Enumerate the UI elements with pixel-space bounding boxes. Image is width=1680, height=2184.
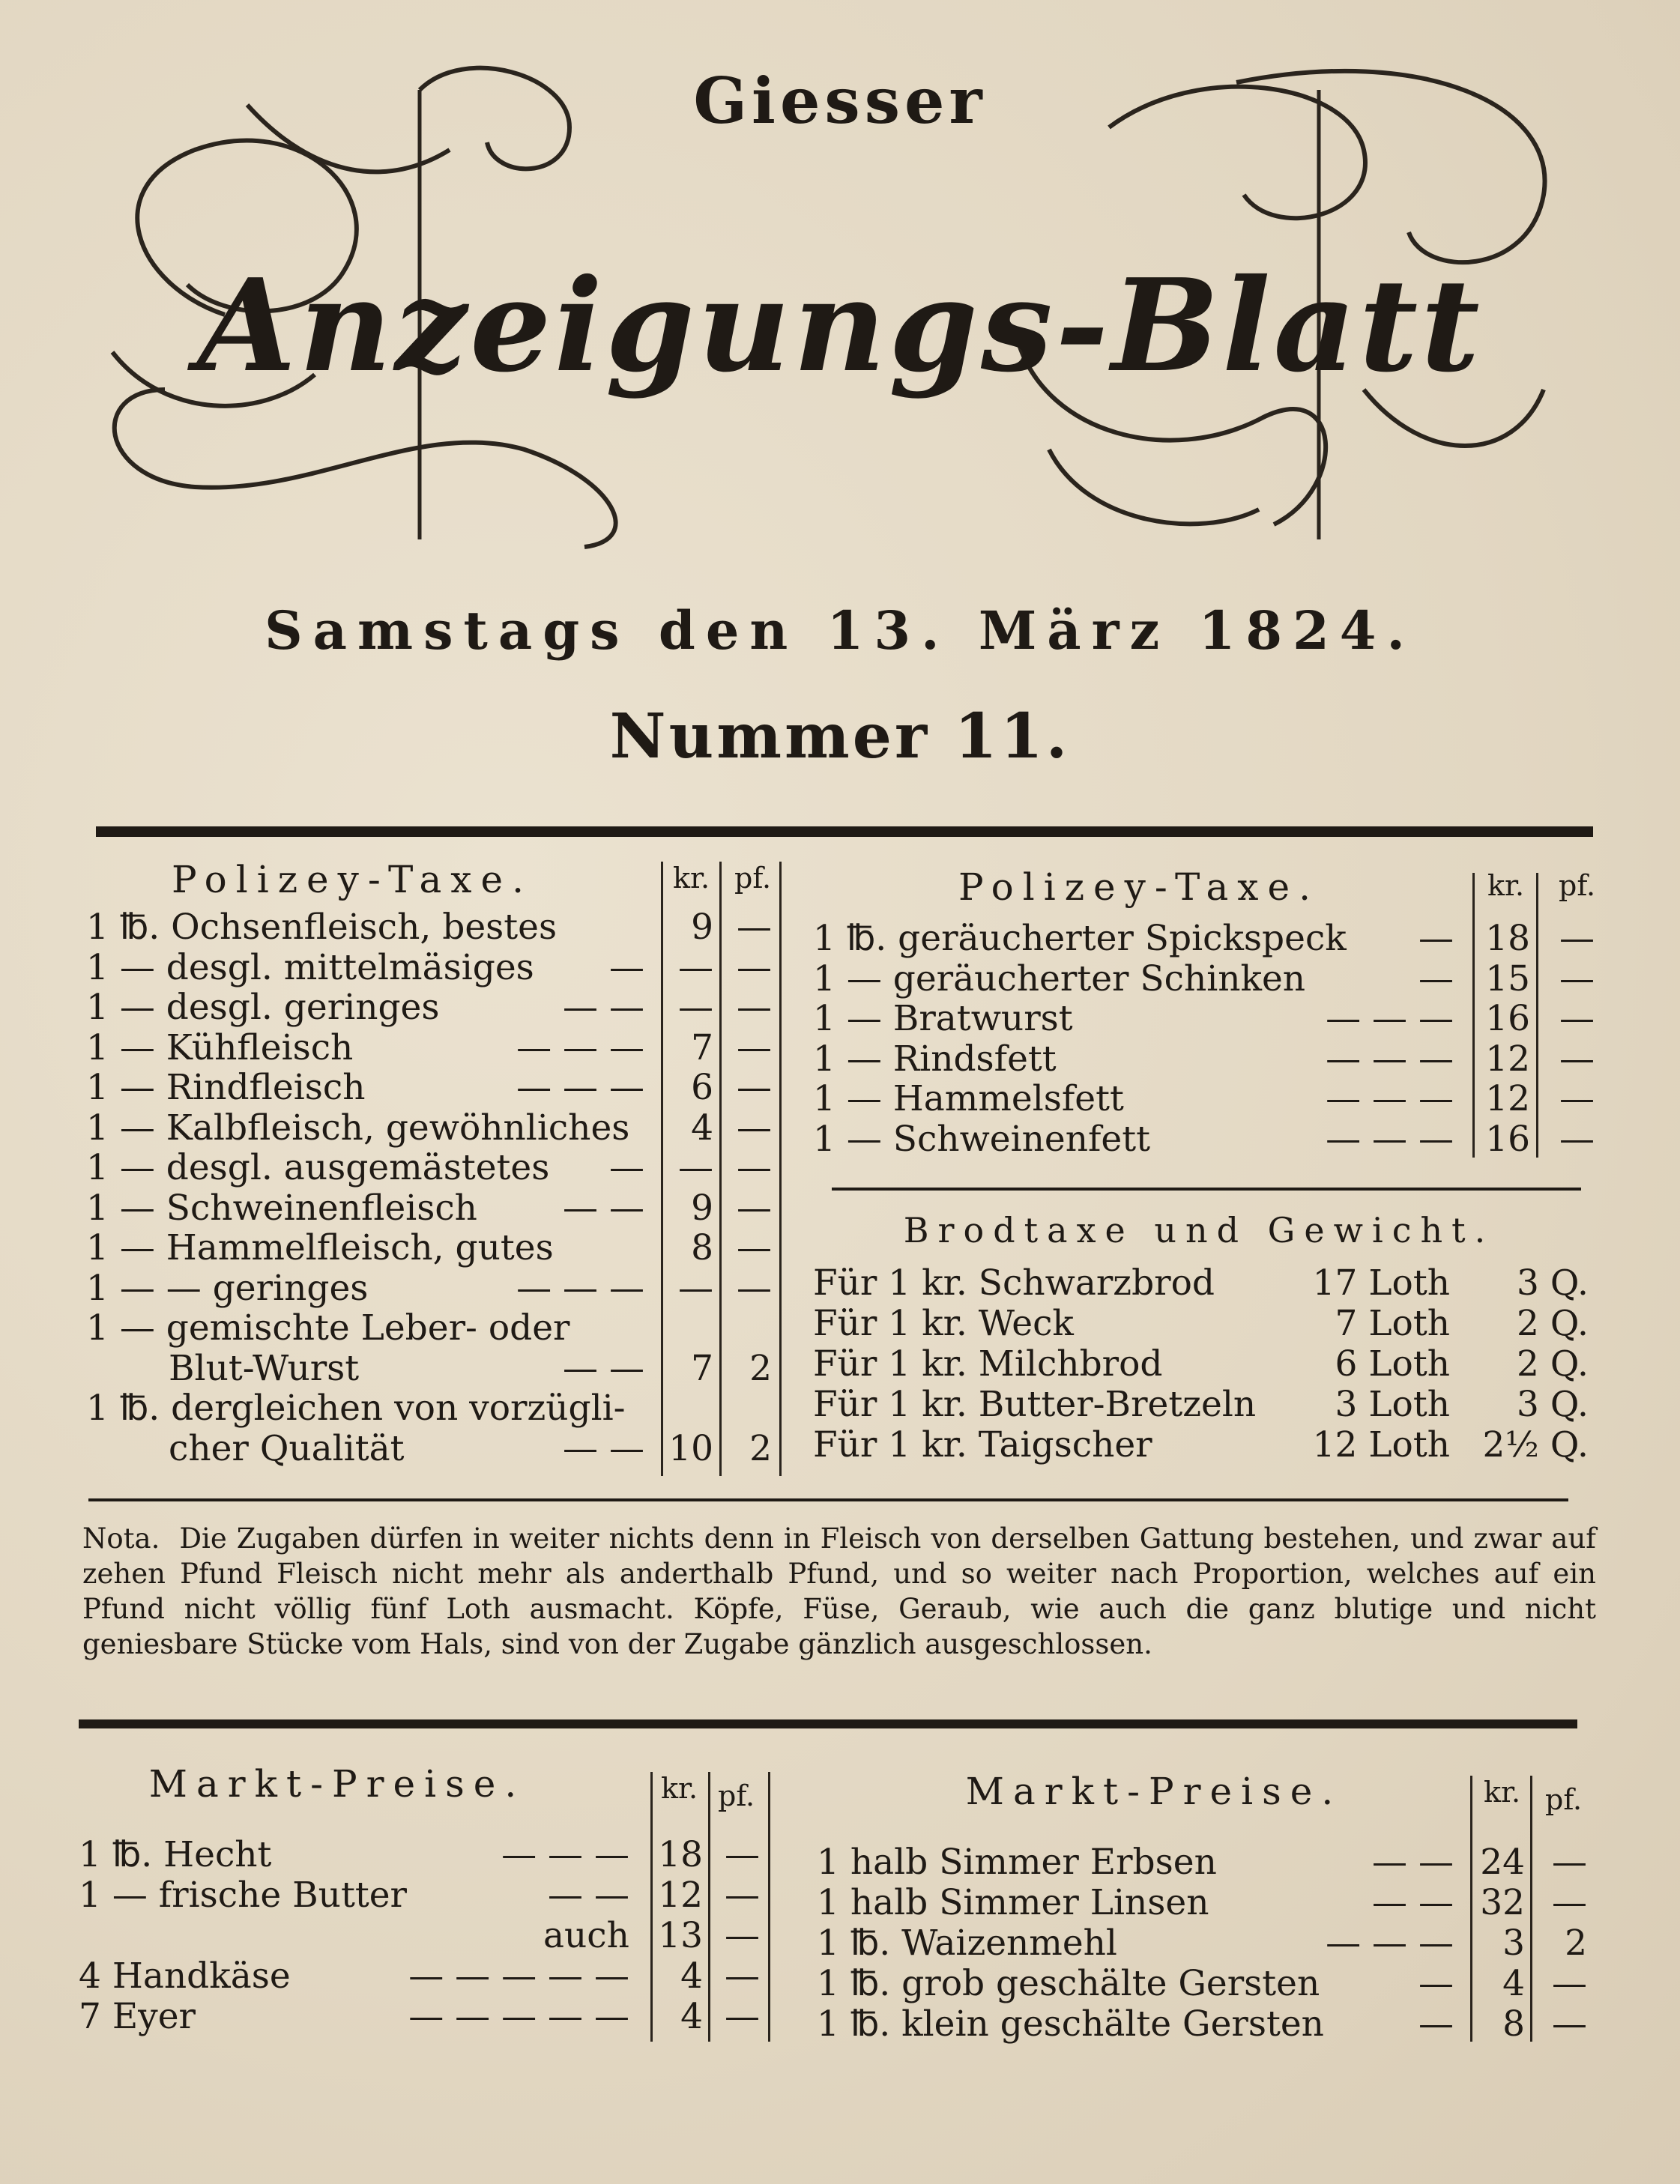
masthead-title-small: Giesser (693, 64, 987, 138)
bacon_tax-row-5-label: 1 — Schweinenfett (813, 1118, 1150, 1160)
meat_tax-row-8-pf: — (737, 1227, 772, 1268)
meat_tax-row-12-label: 1 ℔. dergleichen von vorzügli- (86, 1388, 626, 1429)
market-left-pf-header: pf. (718, 1779, 755, 1812)
bacon_tax-row-4-dash: — — — (1326, 1078, 1454, 1119)
meat_tax-row-3-kr: 7 (691, 1026, 713, 1068)
meat_tax-row-4-label: 1 — Rindfleisch (86, 1067, 366, 1108)
bacon_tax-row-0-kr: 18 (1485, 918, 1530, 959)
meat-tax-divider-1 (661, 862, 663, 1476)
bacon_tax-row-3-pf: — (1559, 1038, 1595, 1080)
market_left-row-4-kr: 4 (680, 1996, 703, 2037)
meat_tax-row-6-kr: — (678, 1147, 713, 1188)
market_right-row-4-kr: 8 (1502, 2003, 1525, 2045)
meat_tax-row-9-label: 1 — — geringes (86, 1267, 369, 1309)
meat_tax-row-11-kr: 7 (691, 1347, 713, 1389)
masthead (0, 0, 1680, 569)
bacon-tax-pf-header: pf. (1559, 869, 1596, 902)
bacon_tax-row-5-kr: 16 (1485, 1118, 1530, 1160)
bacon_tax-row-4-kr: 12 (1485, 1078, 1530, 1119)
market_left-row-1-label: 1 — frische Butter (79, 1875, 408, 1916)
market_right-row-1-pf: — (1552, 1882, 1587, 1923)
bread-tax-row-0-loth: 17 Loth (1312, 1262, 1450, 1304)
market_right-row-3-label: 1 ℔. grob geschälte Gersten (817, 1963, 1320, 2004)
meat_tax-row-7-label: 1 — Schweinenfleisch (86, 1187, 477, 1229)
market_right-row-0-pf: — (1552, 1842, 1587, 1883)
meat_tax-row-0-kr: 9 (691, 907, 713, 948)
meat_tax-row-8-kr: 8 (691, 1227, 713, 1268)
market-right-title: Markt-Preise. (965, 1770, 1343, 1813)
market_left-row-1-kr: 12 (658, 1875, 703, 1916)
bacon_tax-row-0-pf: — (1559, 918, 1595, 959)
meat_tax-row-11-pf: 2 (749, 1347, 772, 1389)
nota-label: Nota. (82, 1522, 160, 1555)
issue-date: Samstags den 13. März 1824. (265, 599, 1415, 662)
market_left-row-4-pf: — (725, 1996, 760, 2037)
bacon-tax-title: Polizey-Taxe. (958, 865, 1320, 909)
market_right-row-3-pf: — (1552, 1963, 1587, 2004)
bacon_tax-row-1-kr: 15 (1485, 958, 1530, 999)
meat_tax-row-0-pf: — (737, 907, 772, 948)
meat_tax-row-6-pf: — (737, 1147, 772, 1188)
meat_tax-row-1-kr: — (678, 946, 713, 988)
meat_tax-row-13-kr: 10 (668, 1427, 713, 1469)
meat_tax-row-5-kr: 4 (691, 1107, 713, 1149)
market_right-row-2-label: 1 ℔. Waizenmehl (817, 1923, 1117, 1964)
market-right-pf-header: pf. (1545, 1783, 1583, 1816)
market_left-row-2-kr: 13 (658, 1915, 703, 1956)
meat_tax-row-7-pf: — (737, 1187, 772, 1229)
market_right-row-2-dash: — — — (1326, 1923, 1454, 1964)
bacon_tax-row-2-pf: — (1559, 998, 1595, 1039)
bread-rule (832, 1188, 1581, 1191)
bread-tax-row-3-label: Für 1 kr. Butter-Bretzeln (813, 1384, 1257, 1425)
meat_tax-row-3-dash: — — — (516, 1026, 644, 1068)
meat_tax-row-4-dash: — — — (516, 1067, 644, 1108)
market_left-row-3-pf: — (725, 1955, 760, 1997)
meat_tax-row-13-pf: 2 (749, 1427, 772, 1469)
market_left-row-4-dash: — — — — — (408, 1996, 629, 2037)
bacon-tax-kr-header: kr. (1487, 869, 1525, 902)
meat_tax-row-7-kr: 9 (691, 1187, 713, 1229)
market_left-row-0-dash: — — — (501, 1834, 629, 1875)
meat_tax-row-3-label: 1 — Kühfleisch (86, 1026, 354, 1068)
market_right-row-4-dash: — (1418, 2003, 1454, 2045)
market_right-row-0-dash: — — (1372, 1842, 1454, 1883)
meat_tax-row-3-pf: — (737, 1026, 772, 1068)
bacon_tax-row-0-dash: — (1418, 918, 1454, 959)
market-left-kr-header: kr. (661, 1772, 698, 1805)
bread-tax-row-4-label: Für 1 kr. Taigscher (813, 1424, 1152, 1465)
issue-number: Nummer 11. (609, 701, 1071, 772)
bacon_tax-row-5-dash: — — — (1326, 1118, 1454, 1160)
market_left-row-0-kr: 18 (658, 1834, 703, 1875)
meat_tax-row-7-dash: — — (563, 1187, 644, 1229)
market_right-row-4-label: 1 ℔. klein geschälte Gersten (817, 2003, 1324, 2045)
market-left-divider-3 (768, 1772, 770, 2042)
bacon_tax-row-2-label: 1 — Bratwurst (813, 998, 1073, 1039)
bacon_tax-row-4-pf: — (1559, 1078, 1595, 1119)
meat_tax-row-2-label: 1 — desgl. geringes (86, 987, 440, 1028)
bread-tax-row-0-label: Für 1 kr. Schwarzbrod (813, 1262, 1215, 1304)
market-left-divider-2 (708, 1772, 710, 2042)
meat_tax-row-1-label: 1 — desgl. mittelmäsiges (86, 946, 534, 988)
meat_tax-row-9-kr: — (678, 1267, 713, 1309)
meat_tax-row-1-dash: — (609, 946, 644, 988)
bacon-tax-divider-2 (1536, 873, 1538, 1158)
market_left-row-2-pf: — (725, 1915, 760, 1956)
bread-tax-row-2-label: Für 1 kr. Milchbrod (813, 1343, 1163, 1385)
nota-rule-top (88, 1498, 1568, 1501)
market-rule (79, 1719, 1577, 1728)
bread-tax-title: Brodtaxe und Gewicht. (903, 1210, 1495, 1250)
market-right-divider-2 (1530, 1776, 1532, 2042)
bread-tax-row-2-q: 2 Q. (1517, 1343, 1589, 1385)
bacon-tax-divider-1 (1472, 873, 1475, 1158)
bacon_tax-row-3-dash: — — — (1326, 1038, 1454, 1080)
meat_tax-row-8-label: 1 — Hammelfleisch, gutes (86, 1227, 554, 1268)
market_left-row-0-label: 1 ℔. Hecht (79, 1834, 272, 1875)
bacon_tax-row-5-pf: — (1559, 1118, 1595, 1160)
market_left-row-3-dash: — — — — — (408, 1955, 629, 1997)
top-rule (96, 826, 1593, 837)
market_right-row-1-dash: — — (1372, 1882, 1454, 1923)
meat_tax-row-13-label: cher Qualität (169, 1427, 405, 1469)
meat_tax-row-11-label: Blut-Wurst (169, 1347, 360, 1389)
bacon_tax-row-2-kr: 16 (1485, 998, 1530, 1039)
market_left-row-1-pf: — (725, 1875, 760, 1916)
bacon_tax-row-1-label: 1 — geräucherter Schinken (813, 958, 1306, 999)
meat-tax-kr-header: kr. (673, 862, 710, 895)
market_right-row-2-kr: 3 (1502, 1923, 1525, 1964)
market_left-row-3-kr: 4 (680, 1955, 703, 1997)
market_right-row-3-dash: — (1418, 1963, 1454, 2004)
bread-tax-row-1-loth: 7 Loth (1335, 1303, 1450, 1344)
bacon_tax-row-3-kr: 12 (1485, 1038, 1530, 1080)
market_right-row-0-label: 1 halb Simmer Erbsen (817, 1842, 1217, 1883)
bread-tax-row-2-loth: 6 Loth (1335, 1343, 1450, 1385)
meat_tax-row-2-pf: — (737, 987, 772, 1028)
meat_tax-row-5-label: 1 — Kalbfleisch, gewöhnliches (86, 1107, 630, 1149)
market_right-row-3-kr: 4 (1502, 1963, 1525, 2004)
bacon_tax-row-1-pf: — (1559, 958, 1595, 999)
meat_tax-row-2-dash: — — (563, 987, 644, 1028)
market_left-row-4-label: 7 Eyer (79, 1996, 196, 2037)
meat_tax-row-0-label: 1 ℔. Ochsenfleisch, bestes (86, 907, 558, 948)
market_right-row-4-pf: — (1552, 2003, 1587, 2045)
meat_tax-row-4-kr: 6 (691, 1067, 713, 1108)
market_left-row-1-dash: — — (548, 1875, 629, 1916)
meat_tax-row-9-pf: — (737, 1267, 772, 1309)
meat_tax-row-6-label: 1 — desgl. ausgemästetes (86, 1147, 550, 1188)
meat_tax-row-10-label: 1 — gemischte Leber- oder (86, 1307, 570, 1349)
market_right-row-1-kr: 32 (1480, 1882, 1525, 1923)
meat-tax-pf-header: pf. (734, 862, 772, 895)
meat-tax-title: Polizey-Taxe. (172, 858, 533, 901)
meat_tax-row-5-pf: — (737, 1107, 772, 1149)
bacon_tax-row-1-dash: — (1418, 958, 1454, 999)
masthead-title-big: Anzeigungs-Blatt (197, 251, 1483, 401)
market_left-row-0-pf: — (725, 1834, 760, 1875)
bacon_tax-row-0-label: 1 ℔. geräucherter Spickspeck (813, 918, 1347, 959)
market_right-row-2-pf: 2 (1565, 1923, 1587, 1964)
meat_tax-row-9-dash: — — — (516, 1267, 644, 1309)
bread-tax-row-4-q: 2½ Q. (1482, 1424, 1589, 1465)
nota-paragraph (82, 1521, 1596, 1662)
market_left-row-2-label: auch (543, 1915, 629, 1956)
market-left-divider-1 (650, 1772, 653, 2042)
meat_tax-row-2-kr: — (678, 987, 713, 1028)
market_right-row-0-kr: 24 (1480, 1842, 1525, 1883)
meat_tax-row-13-dash: — — (563, 1427, 644, 1469)
meat_tax-row-1-pf: — (737, 946, 772, 988)
market-left-title: Markt-Preise. (148, 1762, 526, 1806)
nota-text: Die Zugaben dürfen in weiter nichts denn in Fleisch von derselben Gattung bestehen, und zwar auf zehen Pfund Fleisch nicht mehr als anderthalb Pfund, und so weiter nach Proportion, welches auf ein Pfund nicht völlig fünf Loth ausmacht. Köpfe, Füse, Geraub, wie auch die ganz blutige und nicht geniesbare Stücke vom Hals, sind von der Zugabe gänzlich ausgeschlossen. (82, 1522, 1596, 1660)
bread-tax-row-3-loth: 3 Loth (1335, 1384, 1450, 1425)
meat-tax-divider-2 (719, 862, 722, 1476)
bread-tax-row-4-loth: 12 Loth (1312, 1424, 1450, 1465)
bread-tax-row-1-label: Für 1 kr. Weck (813, 1303, 1074, 1344)
meat_tax-row-4-pf: — (737, 1067, 772, 1108)
bread-tax-row-3-q: 3 Q. (1517, 1384, 1589, 1425)
meat-tax-divider-3 (779, 862, 782, 1476)
bacon_tax-row-3-label: 1 — Rindsfett (813, 1038, 1057, 1080)
market-right-kr-header: kr. (1484, 1776, 1521, 1809)
bread-tax-row-1-q: 2 Q. (1517, 1303, 1589, 1344)
bacon_tax-row-2-dash: — — — (1326, 998, 1454, 1039)
market_right-row-1-label: 1 halb Simmer Linsen (817, 1882, 1209, 1923)
market_left-row-3-label: 4 Handkäse (79, 1955, 291, 1997)
meat_tax-row-6-dash: — (609, 1147, 644, 1188)
bread-tax-row-0-q: 3 Q. (1517, 1262, 1589, 1304)
bacon_tax-row-4-label: 1 — Hammelsfett (813, 1078, 1124, 1119)
meat_tax-row-11-dash: — — (563, 1347, 644, 1389)
